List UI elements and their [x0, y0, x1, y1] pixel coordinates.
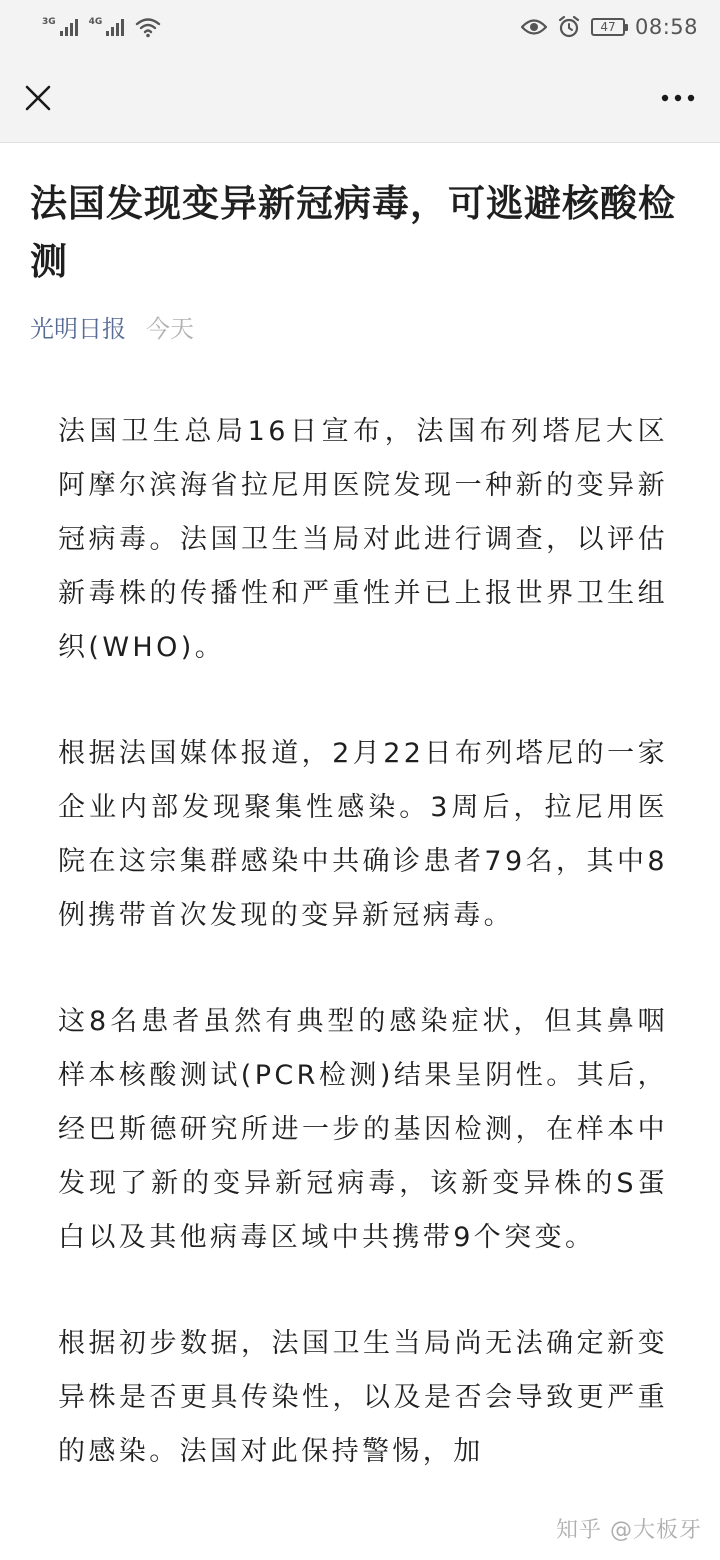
status-bar-right: [521, 12, 698, 42]
status-bar-left: [42, 14, 161, 40]
article-paragraph: 根据初步数据，法国卫生当局尚无法确定新变异株是否更具传染性，以及是否会导致更严重的感染。法国对此保持警惕，加: [58, 1328, 668, 1467]
signal-icon: [105, 17, 125, 37]
wifi-icon: [135, 16, 161, 38]
network-indicator-1: [42, 17, 79, 37]
top-nav-bar: [0, 54, 720, 143]
article-source-link[interactable]: 光明日报: [30, 315, 126, 343]
network-type-label: 4G: [88, 17, 103, 27]
status-bar: [0, 0, 720, 54]
signal-icon: [59, 17, 79, 37]
status-time: 08:58: [634, 15, 698, 39]
alarm-icon: [557, 15, 581, 39]
network-indicator-2: [89, 17, 126, 37]
network-type-label: 3G: [42, 17, 56, 27]
zhihu-watermark: 知乎 @大板牙: [556, 1518, 702, 1543]
more-button[interactable]: [656, 76, 700, 120]
battery-icon: [591, 18, 625, 36]
article-paragraph: 根据法国媒体报道，2月22日布列塔尼的一家企业内部发现聚集性感染。3周后，拉尼用医院在这宗集群感染中共确诊患者79名，其中8例携带首次发现的变异新冠病毒。: [58, 738, 668, 931]
article-meta: [30, 311, 194, 347]
more-icon: [660, 93, 696, 103]
article-date: 今天: [146, 315, 194, 343]
article-paragraph: 法国卫生总局16日宣布，法国布列塔尼大区阿摩尔滨海省拉尼用医院发现一种新的变异新冠病毒。法国卫生当局对此进行调查，以评估新毒株的传播性和严重性并已上报世界卫生组织(WHO)。: [58, 416, 668, 663]
battery-level: 47: [600, 20, 616, 34]
eye-icon: [521, 18, 547, 36]
close-button[interactable]: [16, 76, 60, 120]
article-body: [58, 405, 668, 1531]
article-title: 法国发现变异新冠病毒，可逃避核酸检测: [30, 182, 676, 283]
close-icon: [24, 84, 52, 112]
article-paragraph: 这8名患者虽然有典型的感染症状，但其鼻咽样本核酸测试(PCR检测)结果呈阴性。其后，经巴斯德研究所进一步的基因检测，在样本中发现了新的变异新冠病毒，该新变异株的S蛋白以及其他病毒区域中共携带9个突变。: [58, 1006, 668, 1253]
